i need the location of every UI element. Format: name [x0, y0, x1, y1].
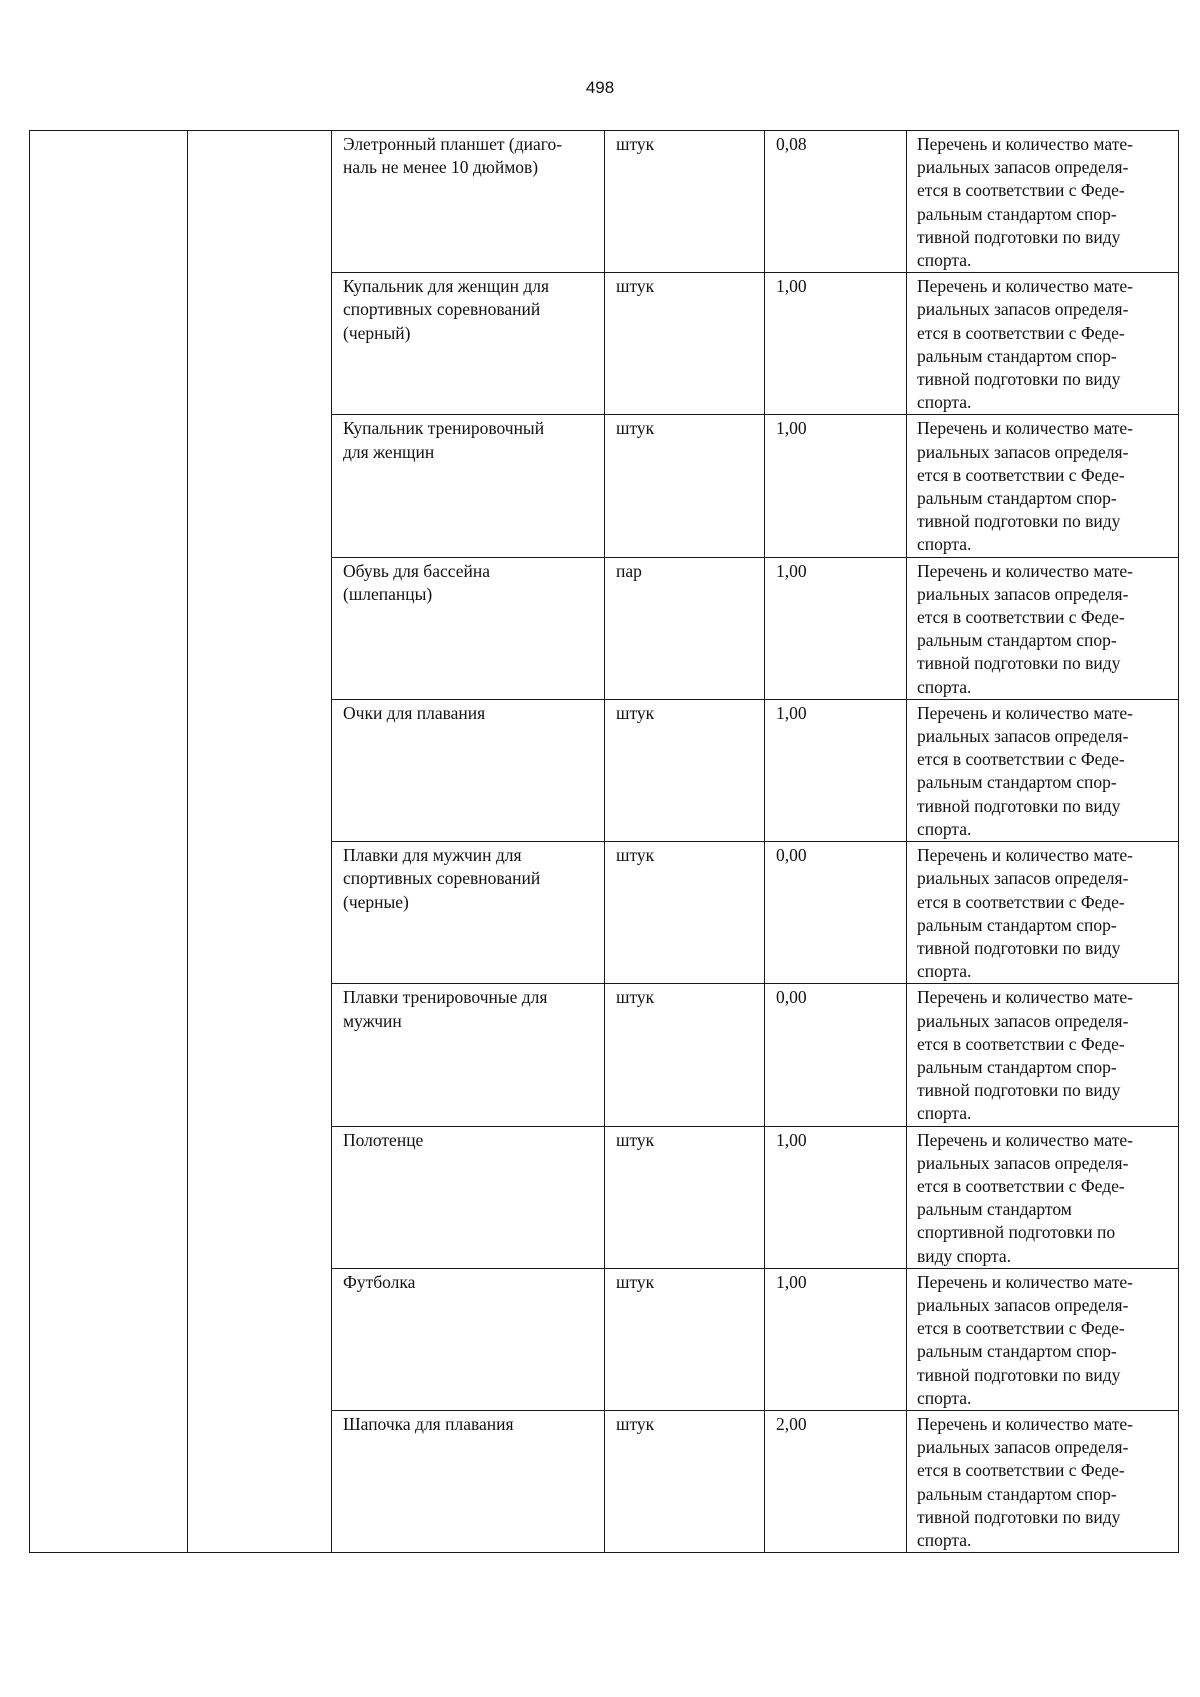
blank-column-1 — [30, 131, 188, 1553]
note-cell: Перечень и количество мате- риальных запасов определя- ется в соответствии с Феде- ральным стандартом спортивной подготовки по виду спорта. — [907, 1126, 1179, 1268]
quantity-cell: 1,00 — [765, 415, 907, 557]
item-name-cell: Плавки тренировочные для мужчин — [332, 984, 605, 1126]
unit-cell: штук — [605, 131, 765, 273]
unit-cell: штук — [605, 984, 765, 1126]
quantity-cell: 1,00 — [765, 273, 907, 415]
unit-cell: штук — [605, 699, 765, 841]
unit-cell: штук — [605, 273, 765, 415]
page-number: 498 — [585, 78, 615, 97]
quantity-cell: 0,00 — [765, 984, 907, 1126]
note-cell: Перечень и количество мате- риальных запасов определя- ется в соответствии с Феде- ральным стандартом спор- тивной подготовки по виду спорта. — [907, 1410, 1179, 1552]
table-body — [30, 131, 1179, 1553]
blank-column-2 — [188, 131, 332, 1553]
item-name-cell: Очки для плавания — [332, 699, 605, 841]
item-name-cell: Купальник тренировочный для женщин — [332, 415, 605, 557]
quantity-cell: 1,00 — [765, 557, 907, 699]
item-name-cell: Футболка — [332, 1268, 605, 1410]
note-cell: Перечень и количество мате- риальных запасов определя- ется в соответствии с Феде- ральным стандартом спор- тивной подготовки по виду спорта. — [907, 557, 1179, 699]
unit-cell: штук — [605, 1410, 765, 1552]
note-cell: Перечень и количество мате- риальных запасов определя- ется в соответствии с Феде- ральным стандартом спор- тивной подготовки по виду спорта. — [907, 699, 1179, 841]
materials-table — [29, 130, 1179, 1553]
item-name-cell: Купальник для женщин для спортивных соревнований (черный) — [332, 273, 605, 415]
note-cell: Перечень и количество мате- риальных запасов определя- ется в соответствии с Феде- ральным стандартом спор- тивной подготовки по виду спорта. — [907, 415, 1179, 557]
item-name-cell: Шапочка для плавания — [332, 1410, 605, 1552]
note-cell: Перечень и количество мате- риальных запасов определя- ется в соответствии с Феде- ральным стандартом спор- тивной подготовки по виду спорта. — [907, 273, 1179, 415]
table-row — [30, 131, 1179, 273]
unit-cell: пар — [605, 557, 765, 699]
quantity-cell: 2,00 — [765, 1410, 907, 1552]
quantity-cell: 1,00 — [765, 699, 907, 841]
note-cell: Перечень и количество мате- риальных запасов определя- ется в соответствии с Феде- ральным стандартом спор- тивной подготовки по виду спорта. — [907, 1268, 1179, 1410]
quantity-cell: 1,00 — [765, 1126, 907, 1268]
unit-cell: штук — [605, 1268, 765, 1410]
item-name-cell: Полотенце — [332, 1126, 605, 1268]
note-cell: Перечень и количество мате- риальных запасов определя- ется в соответствии с Феде- ральным стандартом спор- тивной подготовки по виду спорта. — [907, 842, 1179, 984]
item-name-cell: Элетронный планшет (диаго- наль не менее 10 дюймов) — [332, 131, 605, 273]
item-name-cell: Обувь для бассейна (шлепанцы) — [332, 557, 605, 699]
unit-cell: штук — [605, 1126, 765, 1268]
quantity-cell: 1,00 — [765, 1268, 907, 1410]
note-cell: Перечень и количество мате- риальных запасов определя- ется в соответствии с Феде- ральным стандартом спор- тивной подготовки по виду спорта. — [907, 984, 1179, 1126]
quantity-cell: 0,08 — [765, 131, 907, 273]
unit-cell: штук — [605, 842, 765, 984]
note-cell: Перечень и количество мате- риальных запасов определя- ется в соответствии с Феде- ральным стандартом спор- тивной подготовки по виду спорта. — [907, 131, 1179, 273]
quantity-cell: 0,00 — [765, 842, 907, 984]
item-name-cell: Плавки для мужчин для спортивных соревнований (черные) — [332, 842, 605, 984]
unit-cell: штук — [605, 415, 765, 557]
